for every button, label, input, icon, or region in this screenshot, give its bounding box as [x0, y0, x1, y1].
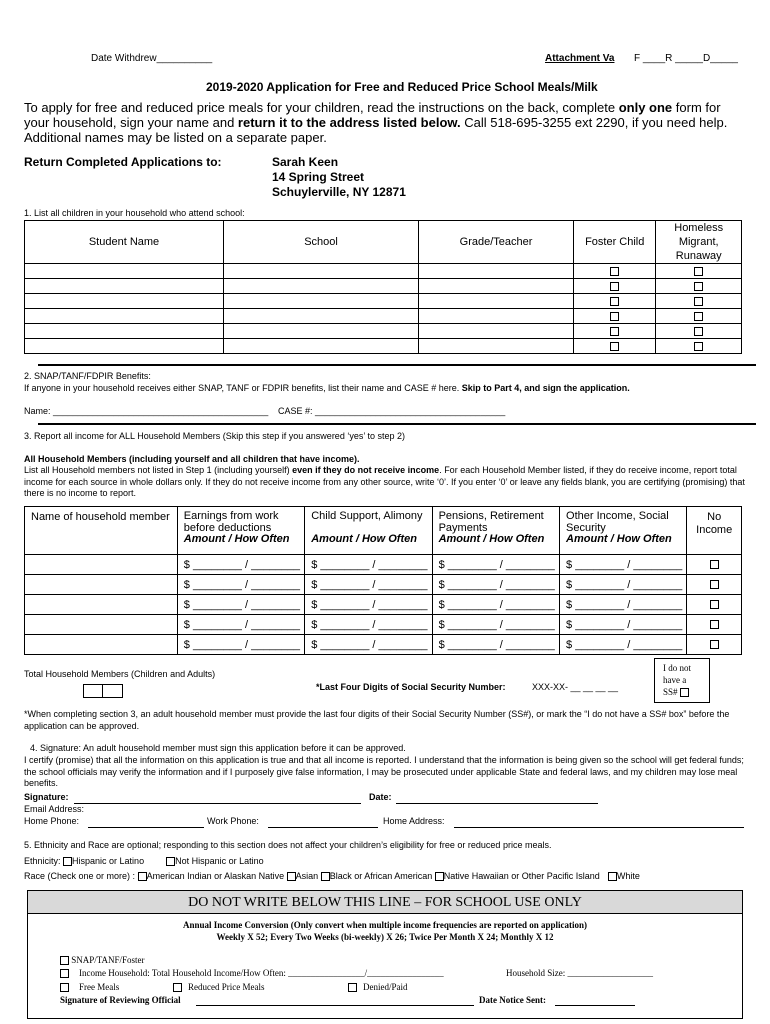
- official-signature-line[interactable]: [196, 1005, 474, 1006]
- table-row: [25, 635, 742, 655]
- pensions-cell[interactable]: $ ________ / ________: [432, 555, 559, 575]
- step2-text: [24, 383, 630, 393]
- ssn-label: *Last Four Digits of Social Security Number:: [316, 682, 506, 692]
- other-income-cell[interactable]: $ ________ / ________: [560, 555, 687, 575]
- grade-cell[interactable]: [419, 309, 574, 324]
- homeless-cell: [656, 324, 742, 339]
- homeless-line-2: Migrant,: [678, 236, 719, 248]
- step3-p2: . For each Household Member listed, if they do receive income, report total income for each source in whole dollars only. If they do not receive income from any other source, write ‘0’. If you enter ‘0’ or leave any fields blank, you are certifying (promising) that there is no income to report.: [24, 465, 745, 498]
- homeless-checkbox[interactable]: [694, 312, 703, 321]
- student-name-cell[interactable]: [25, 324, 224, 339]
- free-meals-checkbox[interactable]: [60, 983, 69, 992]
- step4-certify: I certify (promise) that all the information on this application is true and that all income is reported. I understand that the information is being given so the school will get federal funds; the school officials may verify the information and if I purposely give false information, I may be prosecuted under applicable State and federal laws, and my children may lose meal benefits.: [24, 755, 744, 788]
- snap-label: SNAP/TANF/Foster: [71, 955, 145, 965]
- homeless-checkbox[interactable]: [694, 327, 703, 336]
- col-student-name: Student Name: [25, 221, 224, 264]
- step5-label: 5. Ethnicity and Race are optional; responding to this section does not affect your children’s eligibility for free or reduced price meals.: [24, 840, 552, 850]
- return-name: Sarah Keen: [272, 155, 339, 169]
- step2-skip: Skip to Part 4, and sign the application.: [461, 383, 630, 393]
- col-grade-teacher: Grade/Teacher: [419, 221, 574, 264]
- free-meals-row: [60, 982, 119, 992]
- homeless-checkbox[interactable]: [694, 297, 703, 306]
- foster-checkbox[interactable]: [610, 297, 619, 306]
- table-row: [25, 309, 742, 324]
- hispanic-checkbox[interactable]: [63, 857, 72, 866]
- return-label: Return Completed Applications to:: [24, 155, 222, 169]
- no-income-line-2: Income: [696, 524, 733, 536]
- signature-line[interactable]: [74, 803, 361, 804]
- no-income-checkbox[interactable]: [710, 580, 719, 589]
- student-name-cell[interactable]: [25, 264, 224, 279]
- household-size-label: Household Size: ___________________: [506, 968, 653, 978]
- date-label: Date:: [369, 792, 392, 802]
- pensions-cell[interactable]: $ ________ / ________: [432, 615, 559, 635]
- table-row: [25, 615, 742, 635]
- no-income-cell: [687, 615, 742, 635]
- home-phone-line[interactable]: [88, 827, 204, 828]
- income-household-label: Income Household: Total Household Income/How Often: _________________/_________________: [79, 968, 444, 978]
- homeless-cell: [656, 294, 742, 309]
- not-hispanic-checkbox[interactable]: [166, 857, 175, 866]
- child-support-cell[interactable]: $ ________ / ________: [305, 555, 432, 575]
- col-pensions: [432, 507, 559, 555]
- pensions-cell[interactable]: $ ________ / ________: [432, 635, 559, 655]
- table-row: [25, 595, 742, 615]
- earnings-amount: Amount / How Often: [183, 533, 290, 545]
- homeless-cell: [656, 309, 742, 324]
- free-meals-label: Free Meals: [79, 982, 120, 992]
- no-income-checkbox[interactable]: [710, 560, 719, 569]
- race-hawaiian: Native Hawaiian or Other Pacific Island: [443, 871, 600, 881]
- total-members-input[interactable]: [83, 684, 123, 698]
- table-row: [25, 324, 742, 339]
- school-cell[interactable]: [224, 279, 419, 294]
- intro-return: return it to the address listed below.: [237, 115, 461, 130]
- income-household-row: [60, 968, 444, 978]
- other-income-cell[interactable]: $ ________ / ________: [560, 615, 687, 635]
- homeless-checkbox[interactable]: [694, 282, 703, 291]
- no-income-cell: [687, 595, 742, 615]
- col-school: School: [224, 221, 419, 264]
- intro-text: To apply for free and reduced price meals for your children, read the instructions on the back, complete: [24, 100, 619, 115]
- snap-name-field[interactable]: Name: ___________________________________________: [24, 406, 269, 416]
- other-amount: Amount / How Often: [566, 533, 672, 545]
- hispanic-label: Hispanic or Latino: [72, 856, 145, 866]
- intro-paragraph: [24, 100, 749, 145]
- conversion-rates: Weekly X 52; Every Two Weeks (bi-weekly) X 26; Twice Per Month X 24; Monthly X 12: [216, 932, 554, 942]
- earnings-line-1: Earnings from work: [183, 510, 279, 522]
- step3-instructions: [24, 465, 752, 500]
- col-homeless: [656, 221, 742, 264]
- student-name-cell[interactable]: [25, 279, 224, 294]
- signature-label: Signature:: [24, 792, 69, 802]
- step3-heading: All Household Members (including yourself and all children that have income).: [24, 454, 360, 464]
- foster-cell: [574, 339, 656, 354]
- form-title: 2019-2020 Application for Free and Reduced Price School Meals/Milk: [206, 80, 598, 94]
- total-members-label: Total Household Members (Children and Adults): [24, 669, 216, 679]
- col-other-income: [560, 507, 687, 555]
- earnings-cell[interactable]: $ ________ / ________: [177, 615, 304, 635]
- race-row: [24, 871, 640, 881]
- ssn-note: *When completing section 3, an adult household member must provide the last four digits of their Social Security Number (SS#), or mark the “I do not have a SS# box” before the application can be approved.: [24, 709, 730, 731]
- foster-cell: [574, 309, 656, 324]
- earnings-cell[interactable]: $ ________ / ________: [177, 575, 304, 595]
- children-table: [24, 220, 742, 354]
- reduced-meals-label: Reduced Price Meals: [188, 982, 265, 992]
- pensions-line-2: Payments: [438, 521, 488, 534]
- homeless-checkbox[interactable]: [694, 342, 703, 351]
- no-ssn-checkbox[interactable]: [680, 688, 689, 697]
- child-support-cell[interactable]: $ ________ / ________: [305, 635, 432, 655]
- other-income-cell[interactable]: $ ________ / ________: [560, 575, 687, 595]
- pensions-amount: Amount / How Often: [438, 533, 545, 545]
- child-support-cell[interactable]: $ ________ / ________: [305, 595, 432, 615]
- col-child-support: [305, 507, 432, 555]
- student-name-cell[interactable]: [25, 294, 224, 309]
- student-name-cell[interactable]: [25, 339, 224, 354]
- no-ssn-box: [654, 658, 710, 703]
- section-divider: [38, 423, 756, 425]
- col-foster-child: Foster Child: [574, 221, 656, 264]
- no-ssn-line-2: have a: [663, 675, 687, 685]
- return-city: Schuylerville, NY 12871: [272, 185, 406, 199]
- ethnicity-label: Ethnicity:: [24, 856, 61, 866]
- race-american-indian: American Indian or Alaskan Native: [146, 871, 285, 881]
- step3-p1-bold: even if they do not receive income: [292, 465, 440, 475]
- foster-checkbox[interactable]: [610, 327, 619, 336]
- member-name-cell[interactable]: [25, 615, 178, 635]
- step3-p1: List all Household members not listed in Step 1 (including yourself): [24, 465, 293, 475]
- step3-label: 3. Report all income for ALL Household Members (Skip this step if you answered ‘yes’ to step 2): [24, 431, 406, 441]
- intro-phone: Call 518-695-3255 ext 2290: [460, 115, 625, 130]
- race-white: White: [616, 871, 640, 881]
- snap-checkbox[interactable]: [60, 956, 69, 965]
- student-name-cell[interactable]: [25, 309, 224, 324]
- foster-checkbox[interactable]: [610, 267, 619, 276]
- child-support-line: Child Support, Alimony: [311, 510, 423, 522]
- table-row: [25, 339, 742, 354]
- table-row: [25, 264, 742, 279]
- race-label: Race (Check one or more) :: [24, 871, 136, 881]
- pensions-cell[interactable]: $ ________ / ________: [432, 575, 559, 595]
- reduced-meals-row: [173, 982, 264, 992]
- work-phone-line[interactable]: [268, 827, 378, 828]
- not-hispanic-label: Not Hispanic or Latino: [175, 856, 264, 866]
- denied-row: [348, 982, 408, 992]
- homeless-cell: [656, 279, 742, 294]
- member-name-cell[interactable]: [25, 575, 178, 595]
- grade-cell[interactable]: [419, 264, 574, 279]
- race-checkbox-american-indian[interactable]: [138, 872, 147, 881]
- no-income-line-1: No: [707, 511, 722, 523]
- earnings-line-2: before deductions: [183, 521, 272, 534]
- earnings-cell[interactable]: $ ________ / ________: [177, 555, 304, 575]
- table-row: [25, 294, 742, 309]
- race-checkbox-white[interactable]: [608, 872, 617, 881]
- date-withdrew: Date Withdrew__________: [91, 53, 213, 64]
- foster-cell: [574, 279, 656, 294]
- step2-instructions: If anyone in your household receives either SNAP, TANF or FDPIR benefits, list their name and CASE # here.: [24, 383, 462, 393]
- intro-text-3: , if you need help. Additional names may be listed on a separate paper.: [24, 115, 728, 145]
- school-use-banner: DO NOT WRITE BELOW THIS LINE – FOR SCHOOL USE ONLY: [27, 890, 743, 914]
- homeless-line-1: Homeless: [674, 222, 724, 234]
- school-cell[interactable]: [224, 294, 419, 309]
- no-income-checkbox[interactable]: [710, 600, 719, 609]
- child-support-amount: Amount / How Often: [311, 533, 417, 545]
- col-no-income: [687, 507, 742, 555]
- col-household-member: Name of household member: [25, 507, 178, 555]
- official-signature-label: Signature of Reviewing Official: [60, 995, 181, 1005]
- case-number-field[interactable]: CASE #: ______________________________________: [278, 406, 506, 416]
- conversion-title: Annual Income Conversion (Only convert when multiple income frequencies are reported on application): [183, 920, 587, 930]
- ethnicity-row: [24, 856, 264, 866]
- other-income-cell[interactable]: $ ________ / ________: [560, 635, 687, 655]
- foster-checkbox[interactable]: [610, 282, 619, 291]
- table-row: [25, 575, 742, 595]
- reduced-meals-checkbox[interactable]: [173, 983, 182, 992]
- member-name-cell[interactable]: [25, 595, 178, 615]
- foster-cell: [574, 264, 656, 279]
- race-checkbox-asian[interactable]: [287, 872, 296, 881]
- denied-label: Denied/Paid: [363, 982, 408, 992]
- return-street: 14 Spring Street: [272, 170, 365, 184]
- date-notice-line[interactable]: [555, 1005, 635, 1006]
- intro-text-2: form for your household, sign your name and: [24, 100, 721, 130]
- income-table: [24, 506, 742, 655]
- other-line-2: Security: [566, 521, 606, 534]
- member-name-cell[interactable]: [25, 555, 178, 575]
- homeless-cell: [656, 264, 742, 279]
- no-income-checkbox[interactable]: [710, 620, 719, 629]
- work-phone-label: Work Phone:: [207, 816, 259, 826]
- table-row: [25, 279, 742, 294]
- earnings-cell[interactable]: $ ________ / ________: [177, 635, 304, 655]
- grade-cell[interactable]: [419, 279, 574, 294]
- intro-only-one: only one: [618, 100, 673, 115]
- step1-label: 1. List all children in your household who attend school:: [24, 208, 245, 218]
- homeless-checkbox[interactable]: [694, 267, 703, 276]
- school-cell[interactable]: [224, 339, 419, 354]
- school-cell[interactable]: [224, 324, 419, 339]
- pensions-cell[interactable]: $ ________ / ________: [432, 595, 559, 615]
- attachment-label: Attachment Va: [545, 53, 615, 64]
- grade-cell[interactable]: [419, 339, 574, 354]
- email-label: Email Address:: [24, 804, 85, 814]
- child-support-cell[interactable]: $ ________ / ________: [305, 615, 432, 635]
- grade-cell[interactable]: [419, 324, 574, 339]
- no-income-checkbox[interactable]: [710, 640, 719, 649]
- race-checkbox-hawaiian[interactable]: [435, 872, 444, 881]
- race-asian: Asian: [295, 871, 319, 881]
- date-notice-label: Date Notice Sent:: [479, 995, 546, 1005]
- foster-cell: [574, 294, 656, 309]
- race-checkbox-black[interactable]: [321, 872, 330, 881]
- school-cell[interactable]: [224, 309, 419, 324]
- foster-cell: [574, 324, 656, 339]
- no-income-cell: [687, 635, 742, 655]
- no-ssn-line-1: I do not: [663, 663, 691, 673]
- no-ssn-line-3: SS#: [663, 687, 678, 697]
- ssn-input[interactable]: XXX-XX- __ __ __ __: [532, 682, 619, 692]
- foster-checkbox[interactable]: [610, 312, 619, 321]
- grade-cell[interactable]: [419, 294, 574, 309]
- home-phone-label: Home Phone:: [24, 816, 80, 826]
- no-income-cell: [687, 575, 742, 595]
- school-cell[interactable]: [224, 264, 419, 279]
- child-support-cell[interactable]: $ ________ / ________: [305, 575, 432, 595]
- earnings-cell[interactable]: $ ________ / ________: [177, 595, 304, 615]
- pensions-line-1: Pensions, Retirement: [438, 510, 544, 522]
- step2-label: 2. SNAP/TANF/FDPIR Benefits:: [24, 371, 151, 381]
- denied-checkbox[interactable]: [348, 983, 357, 992]
- step4-label: 4. Signature: An adult household member must sign this application before it can be approved.: [30, 743, 406, 753]
- homeless-cell: [656, 339, 742, 354]
- no-income-cell: [687, 555, 742, 575]
- member-name-cell[interactable]: [25, 635, 178, 655]
- home-address-label: Home Address:: [383, 816, 445, 826]
- race-black: Black or African American: [329, 871, 433, 881]
- section-divider: [38, 364, 756, 366]
- homeless-line-3: Runaway: [675, 250, 722, 262]
- other-line-1: Other Income, Social: [566, 510, 669, 522]
- col-earnings: [177, 507, 304, 555]
- home-address-line[interactable]: [454, 827, 744, 828]
- income-household-checkbox[interactable]: [60, 969, 69, 978]
- other-income-cell[interactable]: $ ________ / ________: [560, 595, 687, 615]
- table-row: [25, 555, 742, 575]
- foster-checkbox[interactable]: [610, 342, 619, 351]
- snap-row: [60, 955, 145, 965]
- date-line[interactable]: [396, 803, 598, 804]
- office-codes: F ____R _____D_____: [634, 53, 738, 64]
